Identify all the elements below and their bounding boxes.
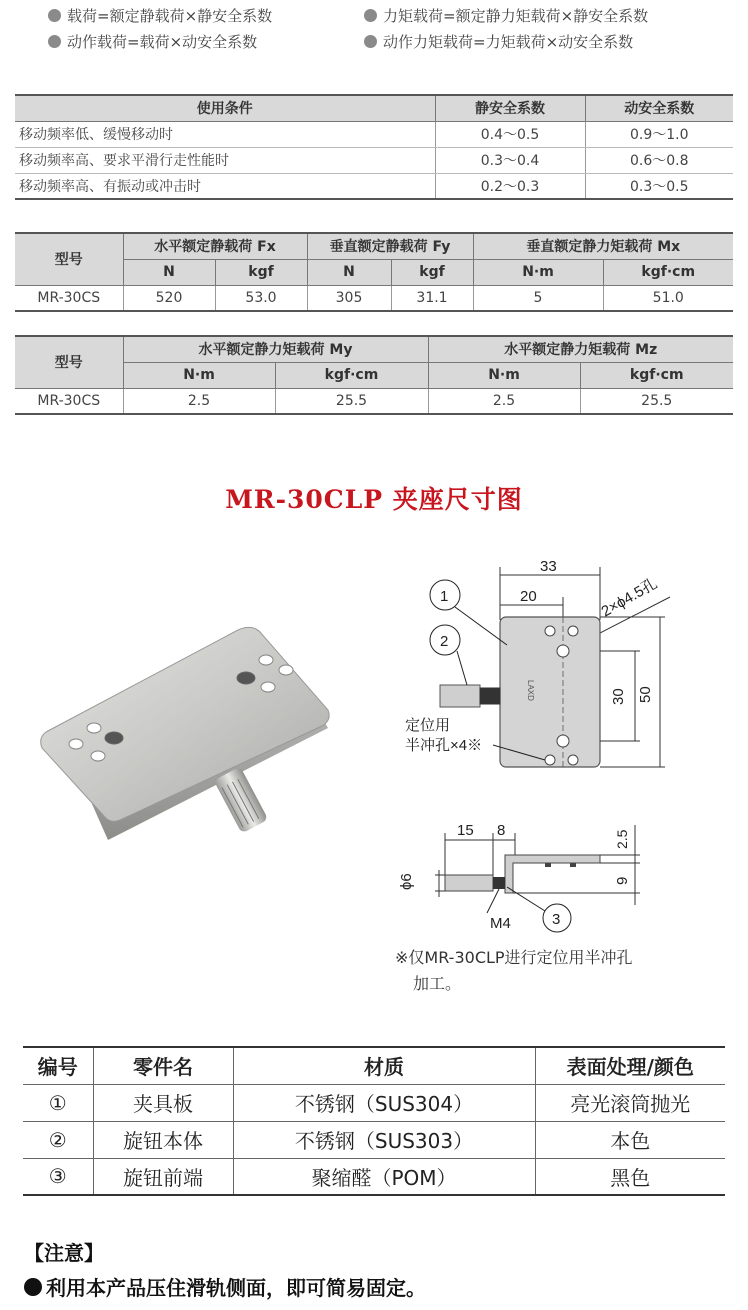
unit-header: kgf·cm	[603, 259, 733, 285]
dim-phi6: ϕ6	[398, 873, 415, 890]
column-header: 动安全系数	[585, 95, 733, 121]
group-header: 水平额定静力矩载荷 My	[123, 336, 428, 362]
table-header-row	[15, 233, 733, 259]
product-photo	[38, 610, 348, 860]
dim-20: 20	[520, 588, 537, 605]
table-header-row	[23, 1047, 725, 1084]
bullet-icon	[48, 35, 61, 48]
position-label: 半冲孔×4※	[405, 737, 483, 754]
formula-item: 动作载荷=载荷×动安全系数	[48, 31, 364, 52]
table-cell: 0.2～0.3	[435, 173, 585, 199]
parts-table	[23, 1046, 725, 1196]
dim-9: 9	[614, 876, 631, 885]
knob-tip	[480, 688, 500, 704]
formula-item: 载荷=额定静载荷×静安全系数	[48, 5, 364, 26]
group-header: 水平额定静载荷 Fx	[123, 233, 307, 259]
table-cell: 0.3～0.5	[585, 173, 733, 199]
table-cell: 2.5	[123, 388, 275, 414]
attention-item: 利用本产品压住滑轨侧面，即可简易固定。	[24, 1272, 426, 1301]
table-header-row	[15, 95, 733, 121]
column-header: 材质	[233, 1047, 535, 1084]
table-row	[15, 147, 733, 173]
m4-label: M4	[490, 915, 511, 932]
bracket-profile	[505, 855, 600, 893]
table-cell: 移动频率高、有振动或冲击时	[15, 173, 435, 199]
column-header: 零件名	[93, 1047, 233, 1084]
plan-view-drawing	[395, 555, 735, 805]
table-row	[23, 1158, 725, 1195]
column-header: 使用条件	[15, 95, 435, 121]
hole-dim: 2×ϕ4.5孔	[598, 575, 661, 621]
table-cell: ③	[23, 1158, 93, 1195]
table-row	[23, 1084, 725, 1121]
dim-33: 33	[540, 558, 557, 575]
table-cell: MR-30CS	[15, 285, 123, 311]
table-cell: 0.3～0.4	[435, 147, 585, 173]
hole-icon	[87, 723, 101, 733]
bullet-icon	[24, 1278, 42, 1296]
table-row	[15, 285, 733, 311]
dim-15: 15	[457, 822, 474, 839]
svg-text:1: 1	[440, 588, 449, 605]
hole-icon	[557, 645, 569, 657]
unit-header: kgf·cm	[275, 362, 428, 388]
table-cell: 2.5	[428, 388, 580, 414]
hole-icon	[545, 626, 555, 636]
hole-icon	[545, 755, 555, 765]
table-cell: 25.5	[275, 388, 428, 414]
unit-header: N·m	[123, 362, 275, 388]
table-cell: 31.1	[391, 285, 473, 311]
leader-line	[457, 651, 467, 685]
table-cell: 聚缩醛（POM）	[233, 1158, 535, 1195]
unit-header: N	[307, 259, 391, 285]
table-cell: 亮光滚筒抛光	[535, 1084, 725, 1121]
bullet-icon	[364, 9, 377, 22]
table-cell: 305	[307, 285, 391, 311]
table-cell: 旋钮前端	[93, 1158, 233, 1195]
dim-50: 50	[637, 686, 654, 703]
table-cell: 不锈钢（SUS304）	[233, 1084, 535, 1121]
formula-row	[48, 2, 738, 28]
model-header: 型号	[15, 233, 123, 285]
rivet-icon	[570, 863, 576, 867]
svg-text:3: 3	[552, 911, 561, 928]
position-label: 定位用	[405, 717, 451, 734]
formula-row	[48, 28, 738, 54]
group-header: 垂直额定静力矩载荷 Mx	[473, 233, 733, 259]
dim-2-5: 2.5	[614, 829, 630, 849]
unit-header: N·m	[428, 362, 580, 388]
hole-icon	[279, 665, 293, 675]
rated-load-table-1	[15, 232, 733, 312]
leader-line	[507, 887, 545, 911]
knob-outline	[445, 875, 493, 891]
leader-line	[455, 607, 507, 645]
bullet-icon	[48, 9, 61, 22]
column-header: 静安全系数	[435, 95, 585, 121]
rivet-icon	[545, 863, 551, 867]
table-cell: 5	[473, 285, 603, 311]
table-row	[23, 1121, 725, 1158]
table-cell: MR-30CS	[15, 388, 123, 414]
table-row	[15, 121, 733, 147]
hole-icon	[105, 732, 123, 744]
table-cell: 0.4～0.5	[435, 121, 585, 147]
table-cell: 0.9～1.0	[585, 121, 733, 147]
table-cell: 旋钮本体	[93, 1121, 233, 1158]
table-cell: ②	[23, 1121, 93, 1158]
table-cell: 0.6～0.8	[585, 147, 733, 173]
table-cell: ①	[23, 1084, 93, 1121]
dim-30: 30	[610, 688, 627, 705]
formula-list	[48, 2, 738, 54]
table-row	[15, 388, 733, 414]
unit-header: kgf·cm	[580, 362, 733, 388]
drawing-note: ※仅MR-30CLP进行定位用半冲孔 加工。	[395, 948, 633, 993]
unit-header: kgf	[215, 259, 307, 285]
attention-title: 【注意】	[24, 1241, 104, 1265]
svg-text:2: 2	[440, 633, 449, 650]
hole-icon	[91, 751, 105, 761]
table-cell: 53.0	[215, 285, 307, 311]
drawing-title: MR-30CLP 夹座尺寸图	[225, 485, 523, 514]
table-cell: 不锈钢（SUS303）	[233, 1121, 535, 1158]
table-cell: 移动频率低、缓慢移动时	[15, 121, 435, 147]
unit-header-row	[15, 259, 733, 285]
table-cell: 夹具板	[93, 1084, 233, 1121]
model-header: 型号	[15, 336, 123, 388]
unit-header: N	[123, 259, 215, 285]
hole-icon	[568, 755, 578, 765]
table-cell: 25.5	[580, 388, 733, 414]
column-header: 编号	[23, 1047, 93, 1084]
table-header-row	[15, 336, 733, 362]
hole-icon	[259, 655, 273, 665]
group-header: 垂直额定静载荷 Fy	[307, 233, 473, 259]
brand-mark: LAXD	[526, 680, 535, 701]
bullet-icon	[364, 35, 377, 48]
rated-load-table-2	[15, 335, 733, 415]
hole-icon	[557, 735, 569, 747]
unit-header-row	[15, 362, 733, 388]
dim-8: 8	[497, 822, 506, 839]
plate-outline	[500, 617, 600, 767]
hole-icon	[568, 626, 578, 636]
formula-item: 动作力矩载荷=力矩载荷×动安全系数	[364, 31, 680, 52]
hole-icon	[237, 672, 255, 684]
unit-header: N·m	[473, 259, 603, 285]
table-cell: 黑色	[535, 1158, 725, 1195]
group-header: 水平额定静力矩载荷 Mz	[428, 336, 733, 362]
side-view-drawing	[395, 815, 695, 935]
table-cell: 51.0	[603, 285, 733, 311]
leader-line	[487, 889, 499, 913]
formula-item: 力矩载荷=额定静力矩载荷×静安全系数	[364, 5, 680, 26]
hole-icon	[69, 739, 83, 749]
knob-tip	[493, 877, 505, 889]
column-header: 表面处理/颜色	[535, 1047, 725, 1084]
hole-icon	[261, 682, 275, 692]
table-cell: 本色	[535, 1121, 725, 1158]
knob-outline	[440, 685, 480, 707]
table-cell: 移动频率高、要求平滑行走性能时	[15, 147, 435, 173]
table-row	[15, 173, 733, 199]
safety-factor-table	[15, 94, 733, 200]
table-cell: 520	[123, 285, 215, 311]
unit-header: kgf	[391, 259, 473, 285]
